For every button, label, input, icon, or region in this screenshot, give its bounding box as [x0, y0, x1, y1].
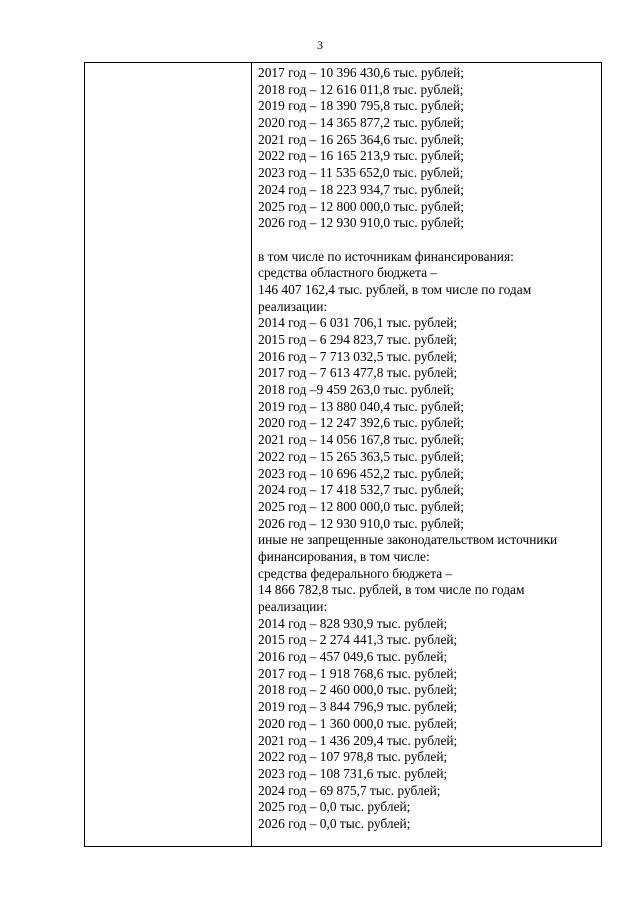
- text-line: 2017 год – 1 918 768,6 тыс. рублей;: [258, 665, 458, 681]
- text-line: 2023 год – 11 535 652,0 тыс. рублей;: [258, 165, 464, 181]
- blank-line: [258, 232, 597, 249]
- text-line: 2014 год – 6 031 706,1 тыс. рублей;: [258, 315, 458, 331]
- text-line: 2024 год – 18 223 934,7 тыс. рублей;: [258, 181, 464, 197]
- text-line: реализации:: [258, 599, 328, 614]
- text-line: 2025 год – 0,0 тыс. рублей;: [258, 799, 411, 815]
- text-line: 2019 год – 18 390 795,8 тыс. рублей;: [258, 98, 464, 114]
- text-line: 146 407 162,4 тыс. рублей, в том числе по годам: [258, 281, 532, 297]
- text-line: 2018 год – 12 616 011,8 тыс. рублей;: [258, 81, 464, 97]
- text-line: 2020 год – 14 365 877,2 тыс. рублей;: [258, 115, 464, 131]
- text-line: в том числе по источникам финансирования:: [258, 248, 514, 264]
- text-line: 2018 год –9 459 263,0 тыс. рублей;: [258, 382, 454, 398]
- text-line: 14 866 782,8 тыс. рублей, в том числе по годам: [258, 582, 525, 598]
- text-line: 2021 год – 1 436 209,4 тыс. рублей;: [258, 732, 458, 748]
- text-line: 2020 год – 1 360 000,0 тыс. рублей;: [258, 715, 458, 731]
- text-line: 2016 год – 7 713 032,5 тыс. рублей;: [258, 348, 458, 364]
- text-line: 2018 год – 2 460 000,0 тыс. рублей;: [258, 682, 458, 698]
- text-line: 2022 год – 107 978,8 тыс. рублей;: [258, 749, 448, 765]
- text-line: 2019 год – 3 844 796,9 тыс. рублей;: [258, 699, 458, 715]
- text-line: 2025 год – 12 800 000,0 тыс. рублей;: [258, 198, 464, 214]
- text-line: 2026 год – 0,0 тыс. рублей;: [258, 815, 411, 831]
- text-line: 2026 год – 12 930 910,0 тыс. рублей;: [258, 215, 464, 231]
- text-line: 2022 год – 16 165 213,9 тыс. рублей;: [258, 148, 464, 164]
- text-line: иные не запрещенные законодательством источники: [258, 532, 558, 548]
- text-line: 2021 год – 14 056 167,8 тыс. рублей;: [258, 432, 464, 448]
- text-line: 2020 год – 12 247 392,6 тыс. рублей;: [258, 415, 464, 431]
- text-line: 2023 год – 10 696 452,2 тыс. рублей;: [258, 465, 464, 481]
- text-line: 2015 год – 6 294 823,7 тыс. рублей;: [258, 332, 458, 347]
- text-line: средства областного бюджета –: [258, 265, 438, 281]
- text-line: 2016 год – 457 049,6 тыс. рублей;: [258, 649, 448, 665]
- text-line: реализации:: [258, 298, 328, 314]
- page-number: 3: [317, 38, 323, 52]
- text-line: 2021 год – 16 265 364,6 тыс. рублей;: [258, 131, 464, 147]
- text-line: 2022 год – 15 265 363,5 тыс. рублей;: [258, 448, 464, 464]
- text-line: 2017 год – 7 613 477,8 тыс. рублей;: [258, 365, 458, 381]
- text-line: 2023 год – 108 731,6 тыс. рублей;: [258, 765, 448, 781]
- text-line: 2015 год – 2 274 441,3 тыс. рублей;: [258, 632, 458, 648]
- text-line: 2014 год – 828 930,9 тыс. рублей;: [258, 615, 448, 631]
- column-divider: [251, 63, 252, 846]
- funding-table: [84, 62, 602, 847]
- funding-text-cell: [258, 65, 597, 833]
- text-line: 2019 год – 13 880 040,4 тыс. рублей;: [258, 398, 464, 414]
- text-line: 2025 год – 12 800 000,0 тыс. рублей;: [258, 498, 464, 514]
- text-line: средства федерального бюджета –: [258, 565, 453, 581]
- text-line: 2024 год – 69 875,7 тыс. рублей;: [258, 782, 441, 798]
- text-line: финансирования, в том числе:: [258, 548, 430, 564]
- text-line: 2024 год – 17 418 532,7 тыс. рублей;: [258, 482, 464, 498]
- text-line: 2026 год – 12 930 910,0 тыс. рублей;: [258, 515, 464, 531]
- text-line: 2017 год – 10 396 430,6 тыс. рублей;: [258, 65, 464, 80]
